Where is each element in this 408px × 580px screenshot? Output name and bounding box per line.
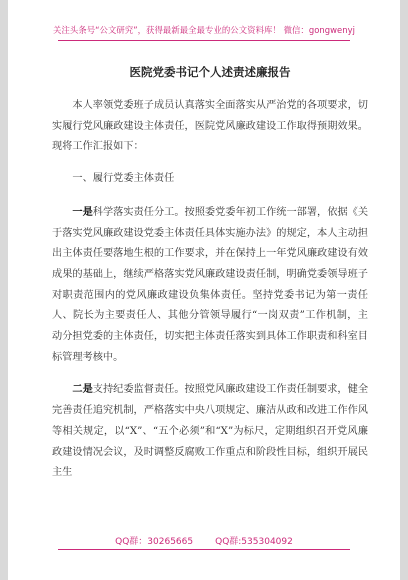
paragraph-1-lead: 一是: [72, 205, 93, 218]
document-title: 医院党委书记个人述责述廉报告: [129, 65, 291, 79]
paragraph-2-lead: 二是: [72, 383, 93, 396]
page-header-banner: 关注头条号“公文研究”，获得最新最全最专业的公文资料库！ 微信：gongwenyj: [53, 25, 355, 35]
page-footer: [8, 534, 400, 547]
footer-divider: [58, 549, 350, 550]
intro-paragraph: 本人率领党委班子成员认真落实全面落实从严治党的各项要求，切实履行党风廉政建设主体责任，医院党风廉政建设工作取得预期效果。现将工作汇报如下：: [52, 100, 368, 153]
section-heading-1: 一、履行党委主体责任: [72, 173, 175, 185]
footer-qq-group-2: QQ群:535304092: [215, 537, 293, 547]
footer-qq-group-1: QQ群：30265665: [115, 537, 194, 547]
document-body: [52, 64, 368, 495]
paragraph-1-text: 科学落实责任分工。按照委党委年初工作统一部署，依据《关于落实党风廉政建设党委主体责任具体实施办法》的规定，本人主动担出主体责任要落地生根的工作要求，并在保持上一年党风廉政建设有效成果的基础上，继续严格落实党风廉政建设责任制，明确党委领导班子对职责范围内的党风廉政建设负集体责任。坚持党委书记为第一责任人、院长为主要责任人、其他分管领导履行“一岗双责”工作机制，主动分担党委的主体责任，切实把主体责任落实到具体工作职责和科室目标管理考核中。: [52, 206, 369, 363]
paragraph-2-text: 支持纪委监督责任。按照党风廉政建设工作责任制要求，健全完善责任追究机制，严格落实中央八项规定、廉洁从政和改进工作作风等相关规定，以“X”、“五个必须”和“X”为标尺，定期组织召开党风廉政建设情况会议，及时调整反腐败工作重点和阶段性目标，组织开展民主生: [52, 384, 369, 479]
document-page: [8, 0, 400, 580]
paragraph-2: [52, 379, 368, 484]
paragraph-1: [52, 202, 368, 369]
header-divider: [58, 40, 350, 41]
